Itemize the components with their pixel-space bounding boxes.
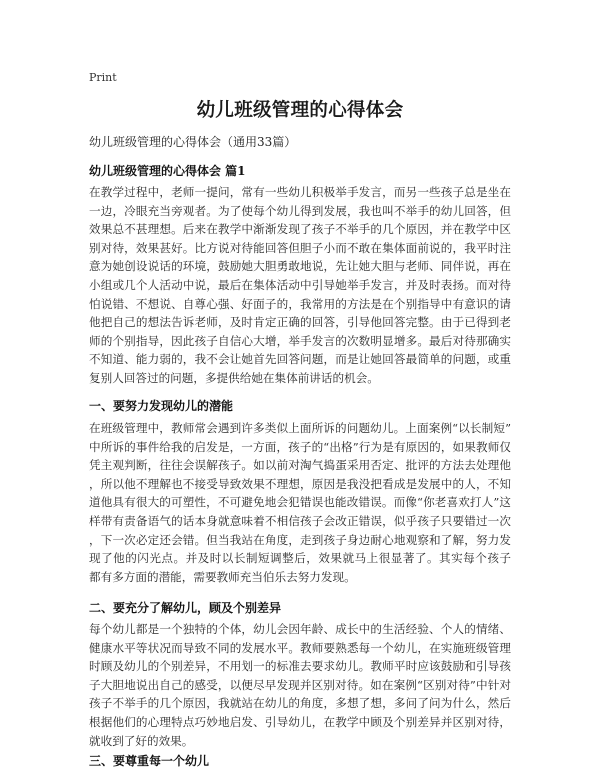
paragraph-line: 不知道、能力弱的，我不会让她首先回答问题，而是让她回答最简单的问题，或重 bbox=[89, 352, 511, 367]
paragraph-line: 效果总不甚理想。后来在教学中渐渐发现了孩子不举手的几个原因，并在教学中区 bbox=[89, 222, 511, 237]
paragraph-line: 一边，冷眼充当旁观者。为了使每个幼儿得到发展，我也叫不举手的幼儿回答，但 bbox=[89, 203, 511, 218]
heading-1: 一、要努力发现幼儿的潜能 bbox=[89, 399, 234, 413]
paragraph-line: ，所以他不理解也不接受导致效果不理想，原因是我没把看成是发展中的人，不知 bbox=[89, 476, 511, 491]
heading-3: 三、要尊重每一个幼儿 bbox=[89, 754, 210, 768]
paragraph-line: 根据他们的心理特点巧妙地启发、引导幼儿，在教学中顾及个别差异并区别对待， bbox=[89, 714, 511, 729]
paragraph-line: 健康水平等状况而导致不同的发展水平。教师要熟悉每一个幼儿，在实施班级管理 bbox=[89, 640, 511, 655]
paragraph-line: 每个幼儿都是一个独特的个体，幼儿会因年龄、成长中的生活经验、个人的情绪、 bbox=[89, 622, 511, 636]
paragraph-3 bbox=[89, 620, 511, 750]
paragraph-line: 师的个别指导，因此孩子自信心大增，举手发言的次数明显增多。最后对待那确实 bbox=[89, 333, 511, 348]
paragraph-line: 中所诉的事件给我的启发是，一方面，孩子的“出格”行为是有原因的，如果教师仅 bbox=[89, 439, 511, 454]
paragraph-line: 意为她创设说话的环境，鼓励她大胆勇敢地说，先让她大胆与老师、同伴说，再在 bbox=[89, 259, 511, 274]
document-subtitle: 幼儿班级管理的心得体会（通用33篇） bbox=[89, 135, 297, 149]
paragraph-line: 在班级管理中，教师常会遇到许多类似上面所诉的问题幼儿。上面案例“以长制短” bbox=[89, 421, 511, 435]
paragraph-line: 样带有责备语气的话本身就意味着不相信孩子会改正错误，似乎孩子只要错过一次 bbox=[89, 513, 511, 528]
paragraph-line: 孩子不举手的几个原因，我就站在幼儿的角度，多想了想，多问了问为什么，然后 bbox=[89, 696, 511, 711]
paragraph-line: 就收到了好的效果。 bbox=[89, 733, 194, 748]
section-title: 幼儿班级管理的心得体会 篇1 bbox=[89, 164, 246, 178]
paragraph-line: ，下一次必定还会错。但当我站在角度，走到孩子身边耐心地观察和了解，努力发 bbox=[89, 532, 511, 547]
paragraph-line: 都有多方面的潜能，需要教师充当伯乐去努力发现。 bbox=[89, 569, 356, 584]
paragraph-line: 别对待，效果甚好。比方说对待能回答但胆子小而不敢在集体面前说的，我平时注 bbox=[89, 240, 511, 255]
paragraph-line: 道他具有很大的可塑性，不可避免地会犯错误也能改错误。而像“你老喜欢打人”这 bbox=[89, 495, 511, 510]
paragraph-line: 时顾及幼儿的个别差异，不用划一的标准去要求幼儿。教师平时应该鼓励和引导孩 bbox=[89, 659, 511, 674]
paragraph-line: 在教学过程中，老师一提问，常有一些幼儿积极举手发言，而另一些孩子总是坐在 bbox=[89, 185, 511, 199]
paragraph-line: 凭主观判断，往往会误解孩子。如以前对淘气捣蛋采用否定、批评的方法去处理他 bbox=[89, 458, 511, 473]
paragraph-line: 复别人回答过的问题，多提供给她在集体前讲话的机会。 bbox=[89, 370, 379, 385]
print-label[interactable]: Print bbox=[89, 71, 117, 84]
paragraph-line: 现了他的闪光点。并及时以长制短调整后，效果就马上很显著了。其实每个孩子 bbox=[89, 551, 511, 566]
paragraph-2 bbox=[89, 419, 511, 586]
heading-2: 二、要充分了解幼儿，顾及个别差异 bbox=[89, 601, 282, 615]
paragraph-line: 他把自己的想法告诉老师，及时肯定正确的回答，引导他回答完整。由于已得到老 bbox=[89, 315, 511, 330]
paragraph-line: 怕说错、不想说、自尊心强、好面子的，我常用的方法是在个别指导中有意识的请 bbox=[89, 296, 511, 311]
paragraph-line: 小组或几个人活动中说，最后在集体活动中引导她举手发言，并及时表扬。而对待 bbox=[89, 277, 511, 292]
paragraph-line: 子大胆地说出自己的感受，以便尽早发现并区别对待。如在案例“区别对待”中针对 bbox=[89, 677, 511, 692]
document-title: 幼儿班级管理的心得体会 bbox=[196, 100, 404, 121]
paragraph-1 bbox=[89, 183, 511, 388]
